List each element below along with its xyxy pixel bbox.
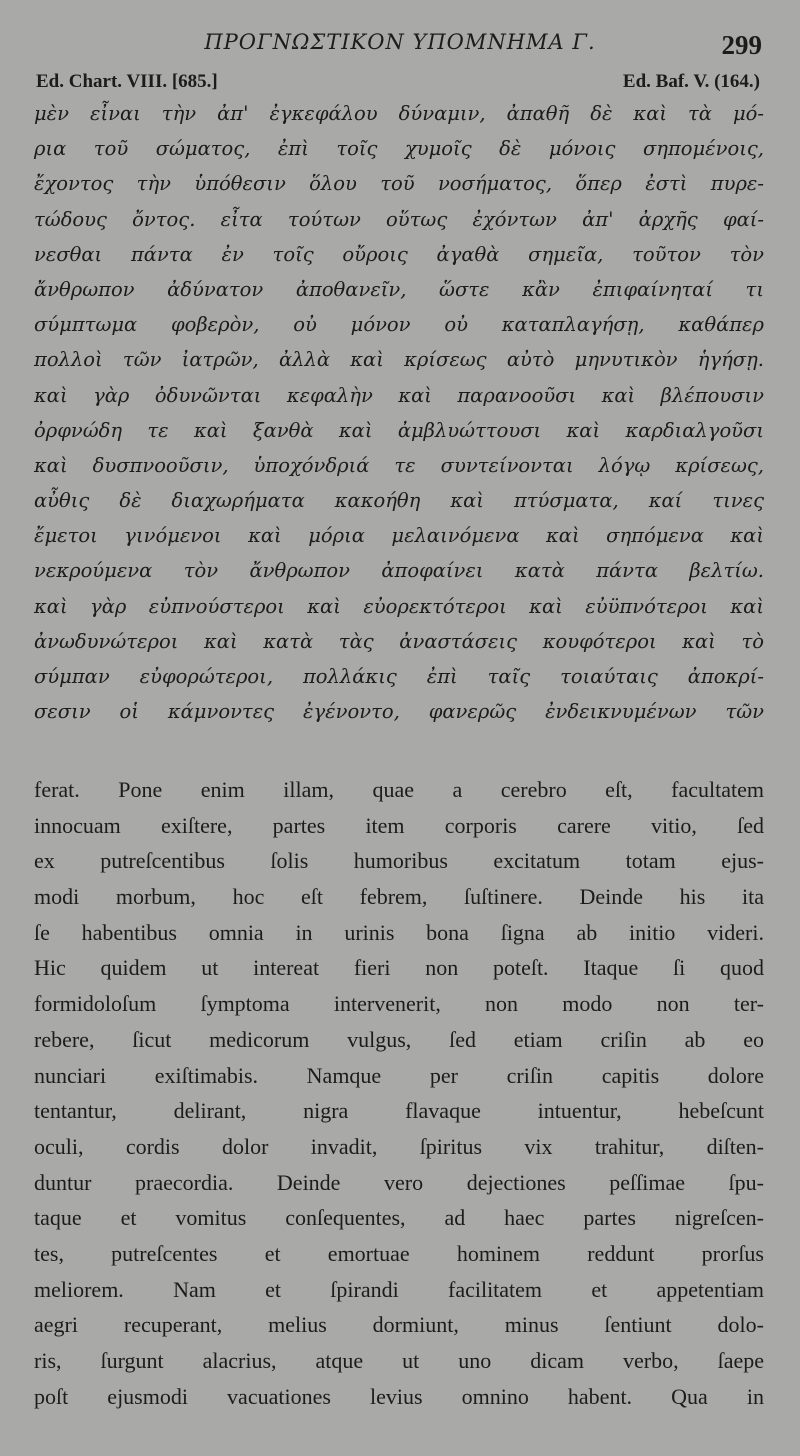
- greek-line: μὲν εἶναι τὴν ἀπ' ἐγκεφάλου δύναμιν, ἀπαθῆ δὲ καὶ τὰ μό-: [34, 102, 764, 125]
- greek-line: καὶ δυσπνοοῦσιν, ὑποχόνδριά τε συντείνονται λόγῳ κρίσεως,: [34, 453, 764, 477]
- edition-reference-basel: Ed. Baf. V. (164.): [622, 71, 760, 92]
- greek-line: ἔμετοι γινόμενοι καὶ μόρια μελαινόμενα καὶ σηπόμενα καὶ: [34, 524, 764, 548]
- latin-line: ſe habentibus omnia in urinis bona ſigna ab initio videri.: [34, 919, 764, 945]
- greek-line: σύμπαν εὐφορώτεροι, πολλάκις ἐπὶ ταῖς τοιαύταις ἀποκρί-: [34, 665, 764, 688]
- latin-line: oculi, cordis dolor invadit, ſpiritus vix trahitur, diſten-: [34, 1133, 764, 1159]
- greek-text-block: [34, 96, 764, 729]
- greek-line: τώδους ὄντος. εἶτα τούτων οὕτως ἐχόντων ἀπ' ἀρχῆς φαί-: [34, 207, 764, 231]
- page-number: 299: [721, 30, 762, 60]
- greek-line: πολλοὶ τῶν ἰατρῶν, ἀλλὰ καὶ κρίσεως αὐτὸ μηνυτικὸν ἡγήσῃ.: [34, 348, 764, 372]
- greek-line: ἄνθρωπον ἀδύνατον ἀποθανεῖν, ὥστε κἂν ἐπιφαίνηταί τι: [34, 277, 764, 301]
- greek-line: καὶ γὰρ ὀδυνῶνται κεφαλὴν καὶ παρανοοῦσι καὶ βλέπουσιν: [34, 383, 764, 407]
- latin-line: ex putreſcentibus ſolis humoribus excitatum totam ejus-: [34, 848, 764, 874]
- latin-line: nunciari exiſtimabis. Namque per criſin capitis dolore: [34, 1062, 764, 1088]
- latin-line: innocuam exiſtere, partes item corporis carere vitio, ſed: [34, 812, 764, 838]
- greek-line: σύμπτωμα φοβερὸν, οὐ μόνον οὐ καταπλαγήσῃ, καθάπερ: [34, 313, 764, 337]
- latin-line: formidoloſum ſymptoma intervenerit, non modo non ter-: [34, 991, 764, 1017]
- greek-line: ἔχοντος τὴν ὑπόθεσιν ὅλου τοῦ νοσήματος, ὅπερ ἐστὶ πυρε-: [34, 172, 764, 196]
- latin-line: taque et vomitus conſequentes, ad haec partes nigreſcen-: [34, 1205, 764, 1231]
- greek-line: ἀνωδυνώτεροι καὶ κατὰ τὰς ἀναστάσεις κουφότεροι καὶ τὸ: [34, 629, 764, 653]
- latin-text-block: [34, 772, 764, 1414]
- greek-line: σεσιν οἱ κάμνοντες ἐγένοντο, φανερῶς ἐνδεικνυμένων τῶν: [34, 700, 764, 724]
- greek-line: ὀρφνώδη τε καὶ ξανθὰ καὶ ἀμβλυώττουσι καὶ καρδιαλγοῦσι: [34, 418, 764, 442]
- running-title: ΠΡΟΓΝΩΣΤΙΚΟΝ ΥΠΟΜΝΗΜΑ Γ.: [204, 30, 596, 54]
- greek-line: ρια τοῦ σώματος, ἐπὶ τοῖς χυμοῖς δὲ μόνοις σηπομένοις,: [34, 137, 764, 161]
- edition-reference-chart: Ed. Chart. VIII. [685.]: [36, 71, 218, 92]
- latin-line: ferat. Pone enim illam, quae a cerebro eſt, facultatem: [34, 777, 764, 802]
- greek-line: αὖθις δὲ διαχωρήματα κακοήθη καὶ πτύσματα, καί τινες: [34, 489, 764, 513]
- latin-line: ris, ſurgunt alacrius, atque ut uno dicam verbo, ſaepe: [34, 1348, 764, 1373]
- latin-line: modi morbum, hoc eſt febrem, ſuſtinere. Deinde his ita: [34, 884, 764, 910]
- greek-line: καὶ γὰρ εὐπνούστεροι καὶ εὐορεκτότεροι καὶ εὐϋπνότεροι καὶ: [34, 594, 764, 618]
- latin-line: rebere, ſicut medicorum vulgus, ſed etiam criſin ab eo: [34, 1026, 764, 1052]
- latin-line: Hic quidem ut intereat fieri non poteſt. Itaque ſi quod: [34, 955, 764, 981]
- latin-line: tes, putreſcentes et emortuae hominem reddunt prorſus: [34, 1240, 764, 1266]
- latin-line: tentantur, delirant, nigra flavaque intuentur, hebeſcunt: [34, 1098, 764, 1124]
- greek-line: νεκρούμενα τὸν ἄνθρωπον ἀποφαίνει κατὰ πάντα βελτίω.: [34, 559, 764, 583]
- latin-line: poſt ejusmodi vacuationes levius omnino habent. Qua in: [34, 1383, 764, 1409]
- latin-line: aegri recuperant, melius dormiunt, minus ſentiunt dolo-: [34, 1312, 764, 1338]
- greek-line: νεσθαι πάντα ἐν τοῖς οὔροις ἀγαθὰ σημεῖα, τοῦτον τὸν: [34, 242, 764, 266]
- latin-line: meliorem. Nam et ſpirandi facilitatem et appetentiam: [34, 1276, 764, 1302]
- latin-line: duntur praecordia. Deinde vero dejectiones peſſimae ſpu-: [34, 1169, 764, 1195]
